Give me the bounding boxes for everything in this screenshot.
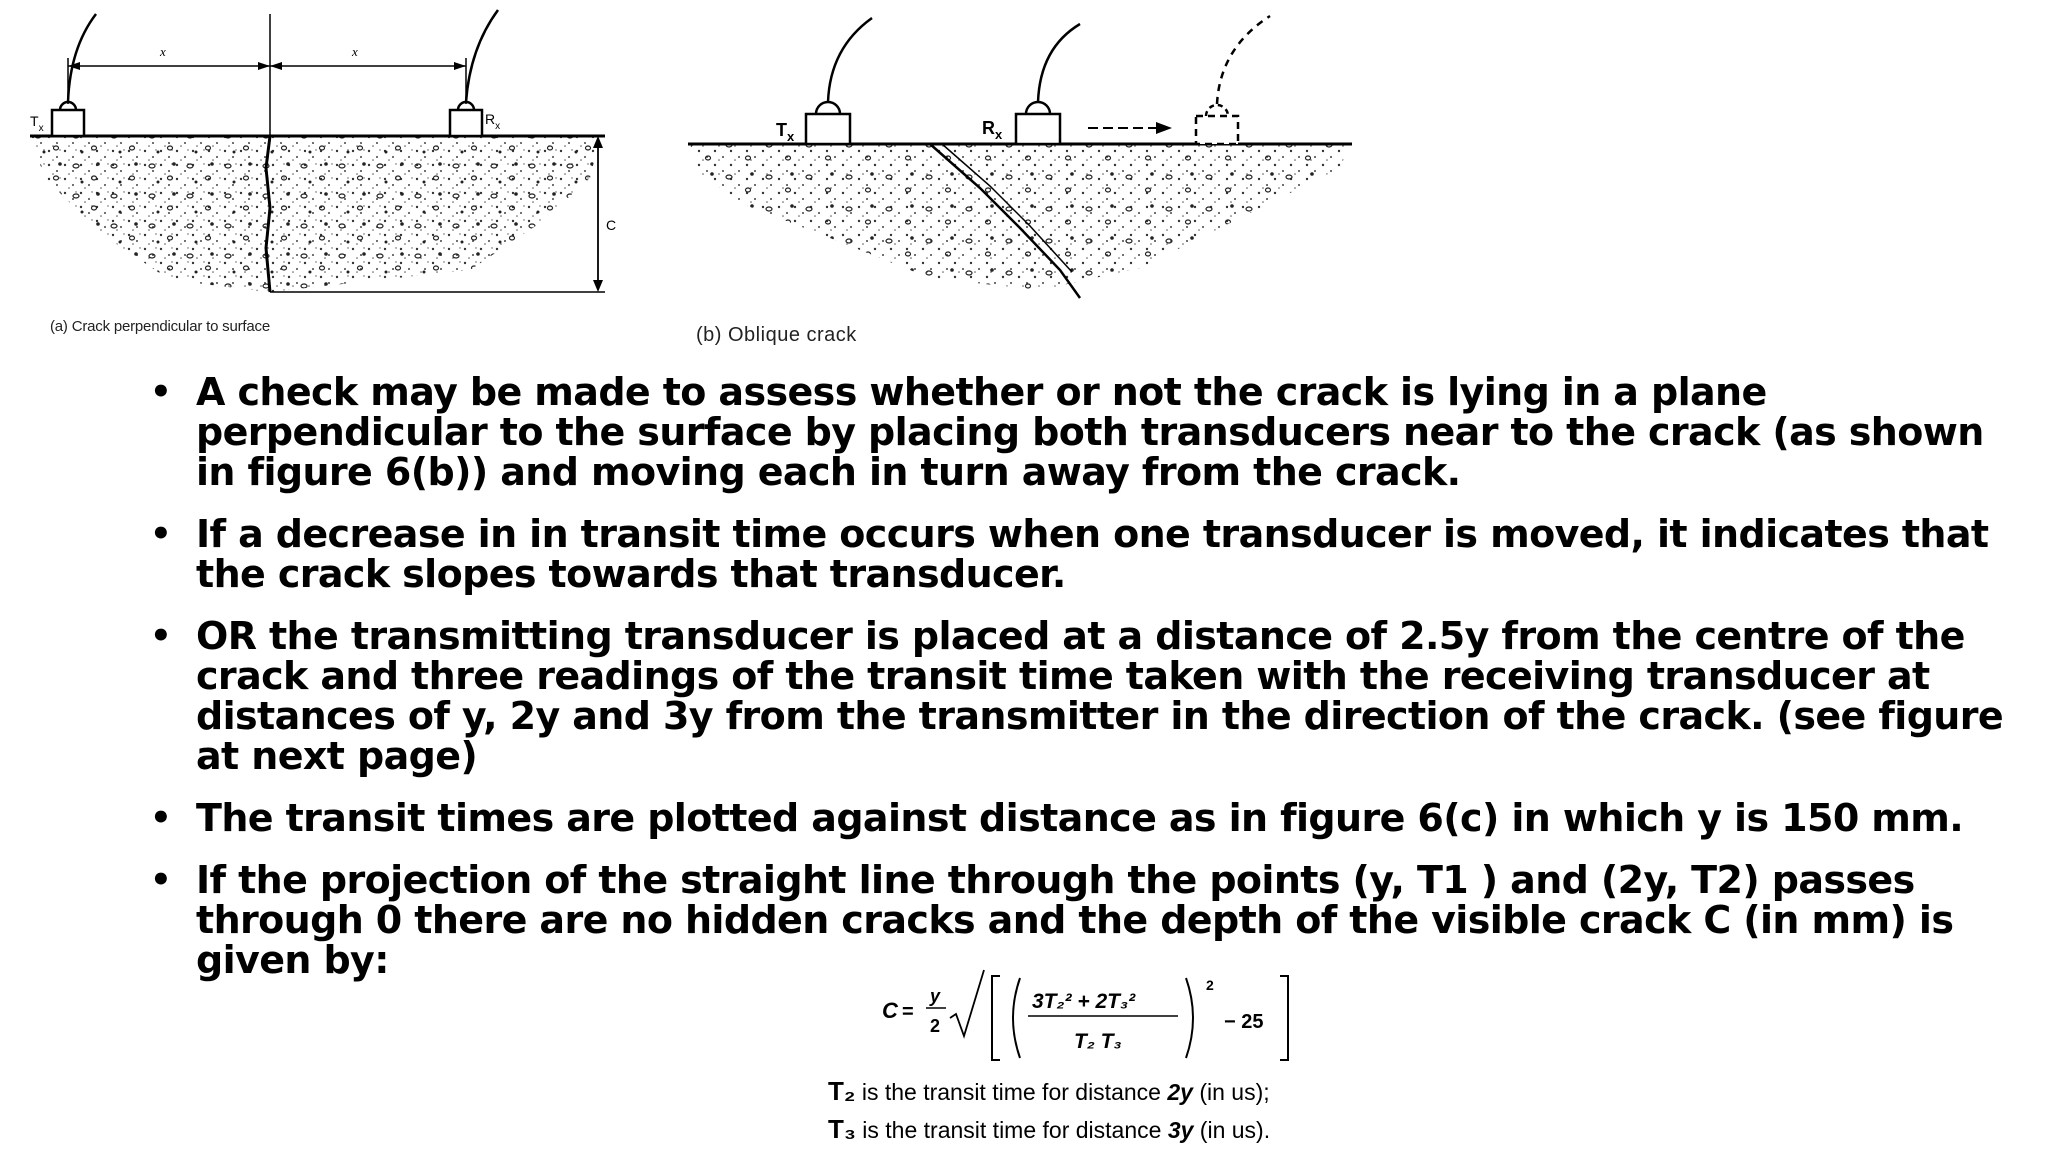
- note-t3-unit: (in us).: [1193, 1117, 1271, 1143]
- x-label-right: x: [352, 44, 358, 59]
- crack-depth-formula: [870, 968, 1390, 1068]
- transmitter-cable-a: [68, 14, 96, 102]
- root-sign: [950, 970, 984, 1036]
- transmitter-a: [52, 110, 84, 136]
- formula-numerator: 3T₂² + 2T₃²: [1032, 990, 1136, 1013]
- formula-two: 2: [930, 1016, 941, 1036]
- figure-a-caption: (a) Crack perpendicular to surface: [50, 318, 270, 335]
- bullet-item: • A check may be made to assess whether or not the crack is lying in a plane perpendicular to the surface by placing both transducers near to the crack (as shown in figure 6(b)) and moving each in turn away from the crack.: [150, 372, 2010, 492]
- formula-minus-25: − 25: [1224, 1011, 1264, 1033]
- figure-b-caption: (b) Oblique crack: [696, 324, 857, 346]
- formula-denominator: T₂ T₃: [1074, 1030, 1122, 1053]
- x-label-left: x: [160, 44, 166, 59]
- receiver-moved-dashed: [1196, 116, 1238, 144]
- formula-equals: =: [902, 1001, 914, 1023]
- bullet-item: • The transit times are plotted against distance as in figure 6(c) in which y is 150 mm.: [150, 798, 2010, 838]
- bullet-item: • OR the transmitting transducer is placed at a distance of 2.5y from the centre of the crack and three readings of the transit time taken with the receiving transducer at distances of y, 2y and 3y from the transmitter in the direction of the crack. (see figure at next page): [150, 616, 2010, 776]
- receiver-cable-a: [466, 10, 498, 102]
- tx-label-b: $T_x$: [776, 120, 795, 144]
- receiver-cable-b: [1038, 24, 1080, 102]
- transmitter-b: [806, 114, 850, 144]
- formula-note-t2: [828, 1076, 1270, 1107]
- moved-cable-dashed: [1217, 16, 1270, 104]
- note-t3-text: is the transit time for distance: [855, 1117, 1168, 1143]
- formula-note-t3: [828, 1114, 1270, 1145]
- note-t3-distance: 3y: [1167, 1117, 1194, 1143]
- rx-label-b: $R_x$: [982, 118, 1003, 142]
- rx-label-a: $R_x$: [485, 111, 501, 132]
- formula-exponent: 2: [1206, 977, 1214, 993]
- formula-c: C: [882, 998, 898, 1023]
- note-t2-symbol: T₂: [828, 1076, 856, 1106]
- depth-label: C: [606, 217, 617, 233]
- receiver-b: [1016, 114, 1060, 144]
- formula-y: y: [930, 986, 941, 1006]
- note-t3-symbol: T₃: [828, 1114, 856, 1144]
- note-t2-distance: 2y: [1167, 1079, 1193, 1105]
- note-t2-text: is the transit time for distance: [855, 1079, 1168, 1105]
- receiver-a: [450, 110, 482, 136]
- transmitter-cable-b: [828, 18, 872, 102]
- bullet-item: • If a decrease in in transit time occurs when one transducer is moved, it indicates that the crack slopes towards that transducer.: [150, 514, 2010, 594]
- note-t2-unit: (in us);: [1192, 1079, 1270, 1105]
- bullet-item: • If the projection of the straight line through the points (y, T1 ) and (2y, T2) passes through 0 there are no hidden cracks and the depth of the visible crack C (in mm) is given by:: [150, 860, 2010, 980]
- figure-b-oblique-crack: [680, 8, 1360, 308]
- bullet-list: [150, 372, 2010, 1002]
- figure-a-perpendicular-crack: [30, 8, 630, 308]
- tx-label-a: $T_x$: [30, 113, 44, 134]
